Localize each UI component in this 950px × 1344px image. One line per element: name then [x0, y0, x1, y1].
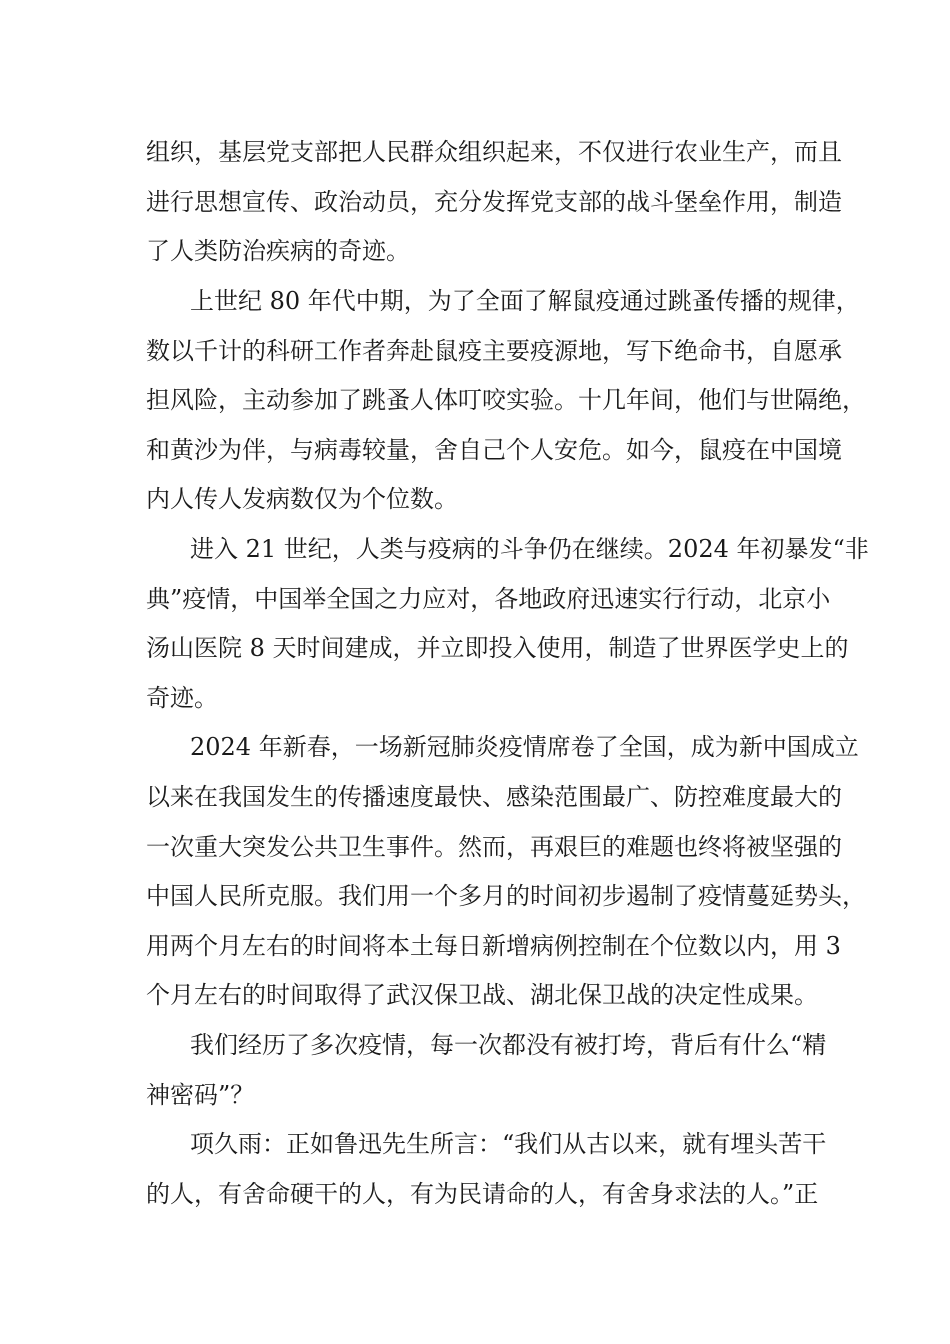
text-line: 奇迹。 [146, 684, 218, 712]
text-line: 以来在我国发生的传播速度最快、感染范围最广、防控难度最大的 [146, 783, 842, 811]
text-line: 担风险，主动参加了跳蚤人体叮咬实验。十几年间，他们与世隔绝， [146, 386, 866, 414]
text-line: 和黄沙为伴，与病毒较量，舍自己个人安危。如今，鼠疫在中国境 [146, 436, 842, 464]
text-line: 中国人民所克服。我们用一个多月的时间初步遏制了疫情蔓延势头， [146, 882, 866, 910]
text-line: 进行思想宣传、政治动员，充分发挥党支部的战斗堡垒作用，制造 [146, 188, 842, 216]
text-line: 一次重大突发公共卫生事件。然而，再艰巨的难题也终将被坚强的 [146, 833, 842, 861]
text-line: 内人传人发病数仅为个位数。 [146, 485, 458, 513]
text-line: 组织，基层党支部把人民群众组织起来，不仅进行农业生产，而且 [146, 138, 842, 166]
text-line: 神密码”？ [146, 1081, 255, 1109]
text-line: 典”疫情，中国举全国之力应对，各地政府迅速实行行动，北京小 [146, 585, 831, 613]
text-line: 用两个月左右的时间将本土每日新增病例控制在个位数以内，用 3 [146, 932, 841, 960]
text-line: 个月左右的时间取得了武汉保卫战、湖北保卫战的决定性成果。 [146, 981, 818, 1009]
text-line: 进入 21 世纪，人类与疫病的斗争仍在继续。2024 年初暴发“非 [190, 535, 869, 563]
text-line: 汤山医院 8 天时间建成，并立即投入使用，制造了世界医学史上的 [146, 634, 849, 662]
text-line: 上世纪 80 年代中期，为了全面了解鼠疫通过跳蚤传播的规律， [190, 287, 860, 315]
text-line: 了人类防治疾病的奇迹。 [146, 237, 410, 265]
text-line: 项久雨：正如鲁迅先生所言：“我们从古以来，就有埋头苦干 [190, 1130, 827, 1158]
text-line: 数以千计的科研工作者奔赴鼠疫主要疫源地，写下绝命书，自愿承 [146, 337, 842, 365]
text-line: 我们经历了多次疫情，每一次都没有被打垮，背后有什么“精 [190, 1031, 827, 1059]
text-line: 的人，有舍命硬干的人，有为民请命的人，有舍身求法的人。”正 [146, 1180, 819, 1208]
text-line: 2024 年新春，一场新冠肺炎疫情席卷了全国，成为新中国成立 [190, 733, 859, 761]
